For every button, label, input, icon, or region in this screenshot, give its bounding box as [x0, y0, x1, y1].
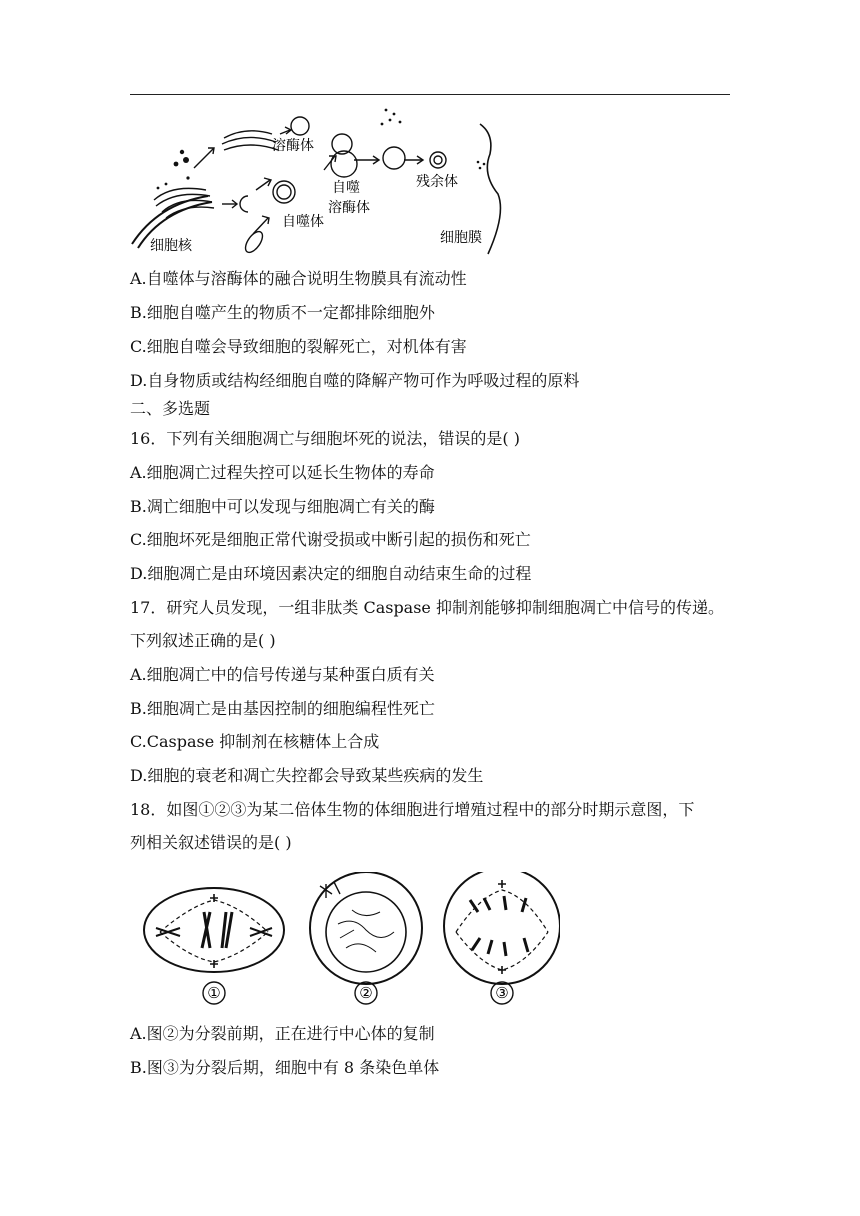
- q15-option-d: D.自身物质或结构经细胞自噬的降解产物可作为呼吸过程的原料: [130, 371, 580, 390]
- q17-option-b: B.细胞凋亡是由基因控制的细胞编程性死亡: [130, 699, 435, 718]
- fig18-label-3: ③: [495, 984, 509, 1002]
- q15-option-c: C.细胞自噬会导致细胞的裂解死亡，对机体有害: [130, 337, 467, 356]
- q15-option-b: B.细胞自噬产生的物质不一定都排除细胞外: [130, 303, 435, 322]
- label-residual-body: 残余体: [416, 174, 458, 190]
- q16-stem: 16．下列有关细胞凋亡与细胞坏死的说法，错误的是( ): [130, 429, 520, 448]
- label-autolysosome-1: 自噬: [332, 180, 360, 196]
- label-autophagosome: 自噬体: [282, 214, 324, 230]
- q16-option-d: D.细胞凋亡是由环境因素决定的细胞自动结束生命的过程: [130, 564, 532, 583]
- q18-stem-line-1: 18．如图①②③为某二倍体生物的体细胞进行增殖过程中的部分时期示意图，下: [130, 800, 695, 819]
- label-nucleus: 细胞核: [150, 238, 192, 254]
- section-title: 二、多选题: [130, 399, 211, 418]
- label-autolysosome-2: 溶酶体: [328, 200, 370, 216]
- label-lysosome: 溶酶体: [272, 138, 314, 154]
- q18-option-b: B.图③为分裂后期，细胞中有 8 条染色单体: [130, 1058, 440, 1077]
- q17-option-a: A.细胞凋亡中的信号传递与某种蛋白质有关: [130, 665, 435, 684]
- q17-option-d: D.细胞的衰老和凋亡失控都会导致某些疾病的发生: [130, 766, 484, 785]
- cell-division-figure: [140, 872, 560, 1006]
- q15-option-a: A.自噬体与溶酶体的融合说明生物膜具有流动性: [130, 269, 467, 288]
- q17-option-c: C.Caspase 抑制剂在核糖体上合成: [130, 732, 380, 751]
- q16-option-a: A.细胞凋亡过程失控可以延长生物体的寿命: [130, 463, 435, 482]
- autophagy-diagram: [128, 104, 508, 256]
- q16-option-c: C.细胞坏死是细胞正常代谢受损或中断引起的损伤和死亡: [130, 530, 531, 549]
- fig18-label-2: ②: [359, 984, 373, 1002]
- q17-stem-line-1: 17．研究人员发现，一组非肽类 Caspase 抑制剂能够抑制细胞凋亡中信号的传递。: [130, 598, 724, 617]
- q18-stem-line-2: 列相关叙述错误的是( ): [130, 833, 292, 852]
- label-cell-membrane: 细胞膜: [440, 230, 482, 246]
- q18-option-a: A.图②为分裂前期，正在进行中心体的复制: [130, 1024, 435, 1043]
- q17-stem-line-2: 下列叙述正确的是( ): [130, 631, 276, 650]
- q16-option-b: B.凋亡细胞中可以发现与细胞凋亡有关的酶: [130, 497, 435, 516]
- header-rule: [130, 94, 730, 95]
- fig18-label-1: ①: [207, 984, 221, 1002]
